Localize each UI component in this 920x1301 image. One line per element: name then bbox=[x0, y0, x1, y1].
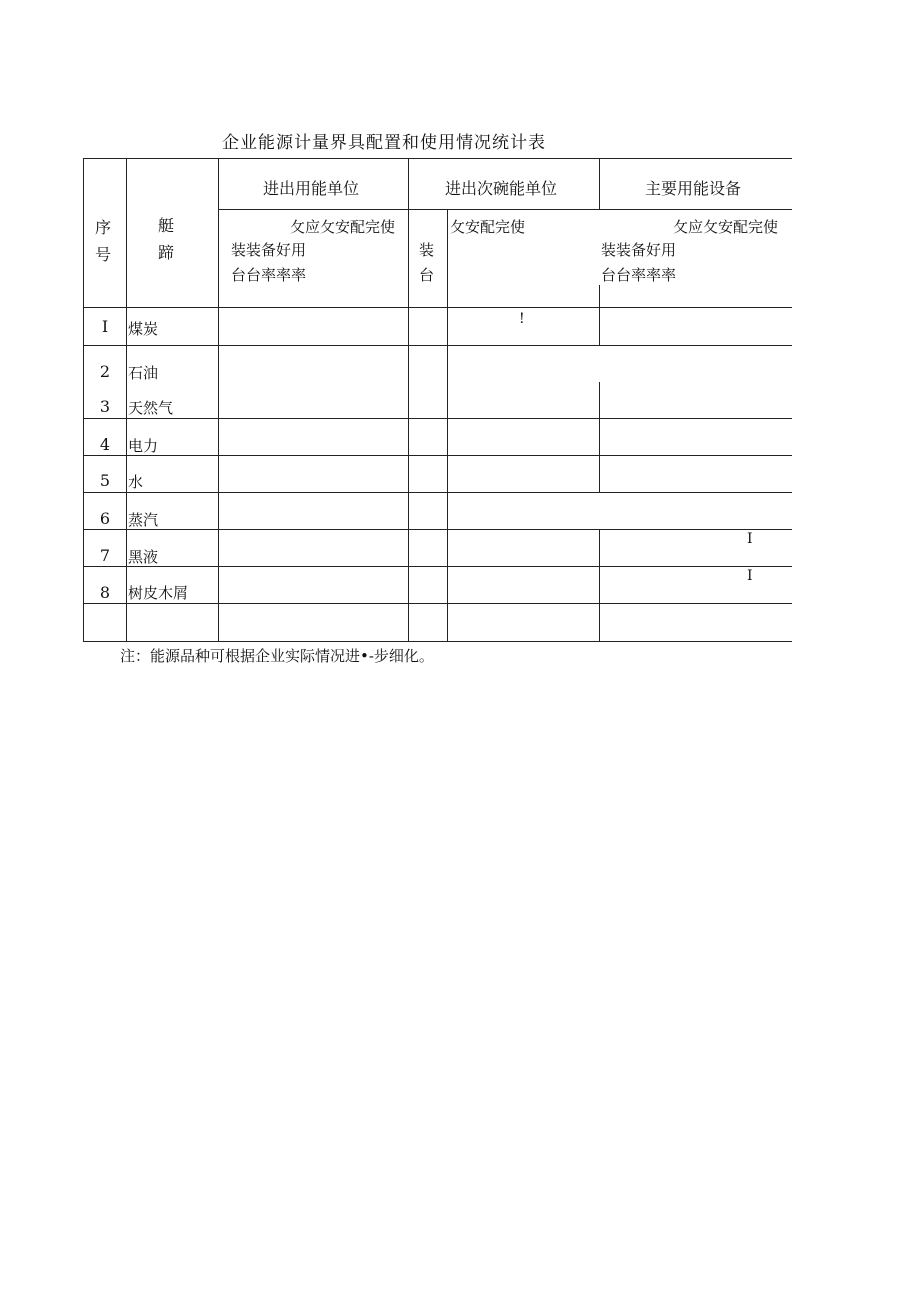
row-6-num: 6 bbox=[99, 509, 111, 528]
page-title: 企业能源计量界具配置和使用情况统计表 bbox=[222, 133, 546, 153]
g2-sub-left2: 台 bbox=[419, 266, 435, 284]
row-3-name: 天然气 bbox=[128, 399, 174, 417]
g3-sub-line3: 台台率率率 bbox=[601, 266, 677, 284]
category-header-2: 蹄 bbox=[158, 243, 175, 262]
row-1-name: 煤炭 bbox=[128, 320, 159, 338]
row-8-name: 树皮木屑 bbox=[128, 584, 189, 602]
row-5-num: 5 bbox=[99, 471, 111, 490]
row-6-name: 蒸汽 bbox=[128, 511, 159, 529]
exclaim-mark: ! bbox=[519, 311, 525, 327]
seq-header-1: 序 bbox=[95, 218, 112, 237]
bar-mark-1: I bbox=[747, 531, 753, 547]
row-1-num: I bbox=[101, 317, 109, 336]
g3-sub-line1: 攵应攵安配完使 bbox=[673, 218, 779, 236]
group3-header: 主要用能设备 bbox=[645, 179, 742, 198]
row-3-num: 3 bbox=[99, 397, 111, 416]
row-2-num: 2 bbox=[99, 362, 111, 381]
g2-sub-left1: 装 bbox=[419, 241, 435, 259]
row-4-name: 电力 bbox=[128, 437, 159, 455]
seq-header-2: 号 bbox=[95, 245, 112, 264]
row-8-num: 8 bbox=[99, 583, 111, 602]
g3-sub-line2: 装装备好用 bbox=[601, 241, 677, 259]
bar-mark-2: I bbox=[747, 568, 753, 584]
g1-sub-line3: 台台率率率 bbox=[231, 266, 307, 284]
row-7-name: 黑液 bbox=[128, 548, 159, 566]
group2-header: 进出次碗能单位 bbox=[445, 179, 558, 198]
row-2-name: 石油 bbox=[128, 364, 159, 382]
category-header-1: 艇 bbox=[158, 216, 175, 235]
row-7-num: 7 bbox=[99, 546, 111, 565]
row-4-num: 4 bbox=[99, 435, 111, 454]
footnote: 注：能源品种可根据企业实际情况进•-步细化。 bbox=[120, 647, 434, 665]
g1-sub-line2: 装装备好用 bbox=[231, 241, 307, 259]
g2-sub-line1: 攵安配完使 bbox=[450, 218, 526, 236]
row-5-name: 水 bbox=[128, 473, 144, 491]
g1-sub-line1: 攵应攵安配完使 bbox=[290, 218, 396, 236]
group1-header: 进出用能单位 bbox=[263, 179, 360, 198]
